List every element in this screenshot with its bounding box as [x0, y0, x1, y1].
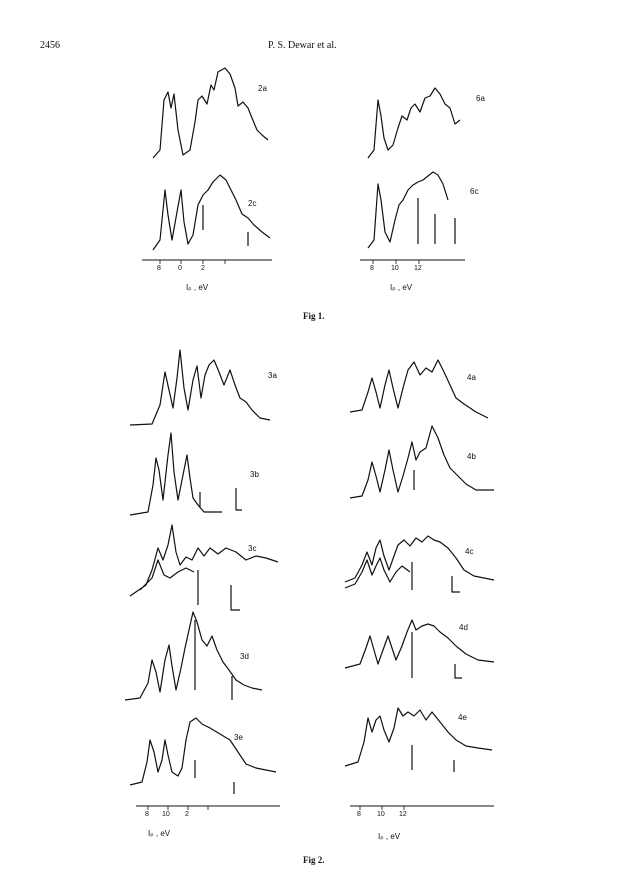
spectrum-4e-markers — [412, 745, 454, 772]
panel-label-4a: 4a — [467, 373, 476, 382]
panel-label-6a: 6a — [476, 94, 485, 103]
page-number: 2456 — [40, 40, 60, 51]
panel-label-6c: 6c — [470, 187, 479, 196]
panel-label-3c: 3c — [248, 544, 257, 553]
tick-label: 12 — [414, 265, 422, 272]
tick-label: 8 — [157, 265, 161, 272]
spectrum-6a — [368, 88, 460, 158]
panel-label-2c: 2c — [248, 199, 257, 208]
spectrum-6c-markers — [418, 198, 455, 244]
panel-label-3b: 3b — [250, 470, 259, 479]
spectrum-3c-alt — [140, 560, 240, 610]
tick-label: 12 — [399, 811, 407, 818]
figure-caption: Fig 1. — [303, 311, 325, 321]
panel-label-3d: 3d — [240, 652, 249, 661]
tick-label: 10 — [391, 265, 399, 272]
spectrum-4b — [350, 426, 494, 498]
spectrum-4c — [345, 536, 494, 582]
tick-label: 0 — [178, 265, 182, 272]
spectrum-3b — [130, 433, 242, 515]
tick-label: 8 — [145, 811, 149, 818]
axis-label: Iₚ , eV — [186, 283, 209, 292]
axis-label: Iₚ , eV — [378, 832, 401, 841]
tick-label: 10 — [377, 811, 385, 818]
spectrum-3e — [130, 718, 276, 794]
spectrum-4e — [345, 708, 492, 766]
tick-label: 2 — [185, 811, 189, 818]
tick-label: 2 — [201, 265, 205, 272]
tick-label: 10 — [162, 811, 170, 818]
panel-label-4e: 4e — [458, 713, 467, 722]
panel-label-2a: 2a — [258, 84, 267, 93]
spectrum-2c — [153, 175, 270, 250]
spectrum-2a — [153, 68, 268, 158]
running-title: P. S. Dewar et al. — [268, 40, 337, 51]
spectrum-4d — [345, 620, 494, 678]
spectrum-6c — [368, 172, 448, 248]
panel-label-4b: 4b — [467, 452, 476, 461]
panel-label-3a: 3a — [268, 371, 277, 380]
panel-label-4d: 4d — [459, 623, 468, 632]
spectrum-3a — [130, 350, 270, 425]
spectrum-4a — [350, 360, 488, 418]
axis-label: Iₚ , eV — [148, 829, 171, 838]
panel-label-3e: 3e — [234, 733, 243, 742]
axis-label: Iₚ , eV — [390, 283, 413, 292]
figure-caption: Fig 2. — [303, 855, 325, 865]
spectrum-3c — [130, 525, 278, 596]
panel-label-4c: 4c — [465, 547, 474, 556]
tick-label: 8 — [357, 811, 361, 818]
tick-label: 8 — [370, 265, 374, 272]
